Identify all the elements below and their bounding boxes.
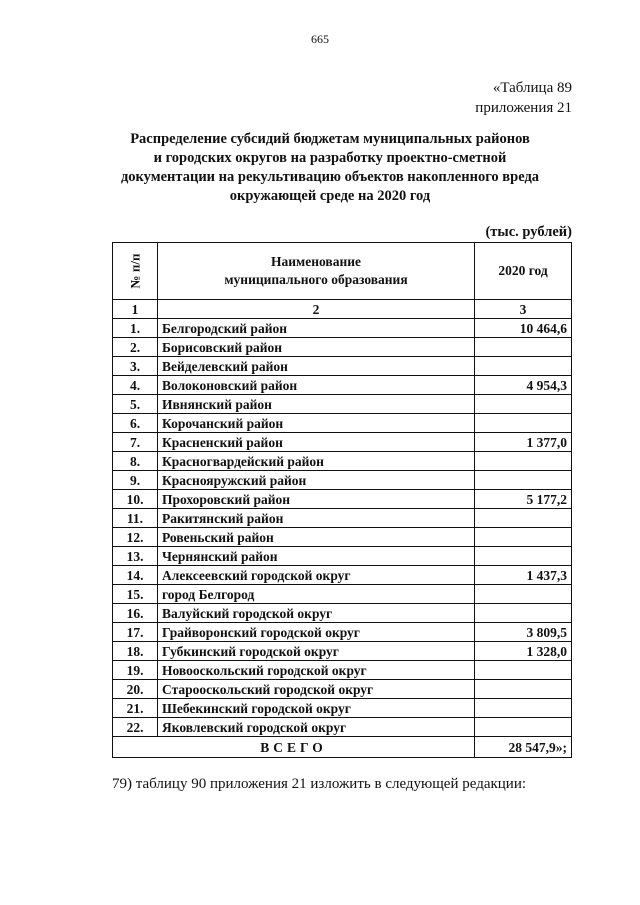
row-name-cell: Губкинский городской округ: [158, 642, 475, 661]
row-number-cell: 1.: [113, 319, 158, 338]
table-row: [113, 604, 572, 623]
row-name-cell: Новооскольский городской округ: [158, 661, 475, 680]
row-number-cell: 3.: [113, 357, 158, 376]
row-number-cell: 12.: [113, 528, 158, 547]
table-row: [113, 338, 572, 357]
row-name-cell: Ивнянский район: [158, 395, 475, 414]
row-name-cell: Грайворонский городской округ: [158, 623, 475, 642]
row-value-cell: 1 437,3: [475, 566, 572, 585]
row-name-cell: Краснояружский район: [158, 471, 475, 490]
table-row: [113, 718, 572, 737]
row-number-cell: 8.: [113, 452, 158, 471]
row-name-cell: Вейделевский район: [158, 357, 475, 376]
table-row: [113, 699, 572, 718]
row-number-cell: 16.: [113, 604, 158, 623]
row-number-cell: 22.: [113, 718, 158, 737]
row-value-cell: [475, 718, 572, 737]
table-row: [113, 661, 572, 680]
row-value-cell: 4 954,3: [475, 376, 572, 395]
row-number-cell: 5.: [113, 395, 158, 414]
row-number-cell: 21.: [113, 699, 158, 718]
row-name-cell: Корочанский район: [158, 414, 475, 433]
table-row: [113, 357, 572, 376]
title-line: Распределение субсидий бюджетам муниципальных районов: [130, 131, 530, 147]
table-row: [113, 490, 572, 509]
row-name-cell: Старооскольский городской округ: [158, 680, 475, 699]
table-row: [113, 414, 572, 433]
row-number-cell: 13.: [113, 547, 158, 566]
row-value-cell: 1 377,0: [475, 433, 572, 452]
header-name-cell: [158, 243, 475, 300]
row-name-cell: Красненский район: [158, 433, 475, 452]
row-value-cell: [475, 547, 572, 566]
row-value-cell: [475, 509, 572, 528]
row-value-cell: [475, 471, 572, 490]
row-name-cell: Яковлевский городской округ: [158, 718, 475, 737]
header-value-cell: 2020 год: [475, 243, 572, 300]
table-row: [113, 452, 572, 471]
row-value-cell: [475, 680, 572, 699]
row-name-cell: Валуйский городской округ: [158, 604, 475, 623]
header-num-cell: [113, 243, 158, 300]
row-name-cell: Чернянский район: [158, 547, 475, 566]
column-index-row: [113, 300, 572, 319]
table-row: [113, 585, 572, 604]
header-num-label: № п/п: [127, 253, 142, 289]
row-name-cell: Шебекинский городской округ: [158, 699, 475, 718]
row-value-cell: [475, 414, 572, 433]
row-name-cell: Волоконовский район: [158, 376, 475, 395]
title-line: документации на рекультивацию объектов накопленного вреда: [120, 169, 540, 185]
table-row: [113, 528, 572, 547]
row-value-cell: [475, 395, 572, 414]
table-row: [113, 547, 572, 566]
row-number-cell: 18.: [113, 642, 158, 661]
table-row: [113, 319, 572, 338]
row-value-cell: [475, 699, 572, 718]
table-header-row: [113, 243, 572, 300]
table-row: [113, 433, 572, 452]
table-row: [113, 376, 572, 395]
row-number-cell: 4.: [113, 376, 158, 395]
total-label: ВСЕГО: [113, 737, 475, 758]
column-index-cell: 3: [475, 300, 572, 319]
row-name-cell: Ракитянский район: [158, 509, 475, 528]
column-index-cell: 2: [158, 300, 475, 319]
row-number-cell: 20.: [113, 680, 158, 699]
row-name-cell: Белгородский район: [158, 319, 475, 338]
subsidy-table: [112, 242, 572, 758]
row-number-cell: 2.: [113, 338, 158, 357]
row-value-cell: 3 809,5: [475, 623, 572, 642]
table-row: [113, 471, 572, 490]
row-number-cell: 11.: [113, 509, 158, 528]
title-line: и городских округов на разработку проектно-сметной: [153, 150, 507, 166]
header-name-line-2: муниципального образования: [224, 272, 408, 287]
column-index-cell: 1: [113, 300, 158, 319]
row-value-cell: [475, 661, 572, 680]
units-label: (тыс. рублей): [485, 224, 572, 240]
row-name-cell: Алексеевский городской округ: [158, 566, 475, 585]
total-value: 28 547,9»;: [475, 737, 572, 758]
row-number-cell: 10.: [113, 490, 158, 509]
row-name-cell: город Белгород: [158, 585, 475, 604]
row-number-cell: 7.: [113, 433, 158, 452]
title-line: окружающей среде на 2020 год: [229, 188, 431, 204]
page-number: 665: [311, 32, 329, 46]
row-name-cell: Красногвардейский район: [158, 452, 475, 471]
table-row: [113, 680, 572, 699]
table-reference: [475, 78, 572, 118]
row-name-cell: Прохоровский район: [158, 490, 475, 509]
row-value-cell: 1 328,0: [475, 642, 572, 661]
total-row: [113, 737, 572, 758]
row-value-cell: [475, 357, 572, 376]
table-row: [113, 642, 572, 661]
table-reference-line-1: «Таблица 89: [492, 80, 572, 96]
row-number-cell: 9.: [113, 471, 158, 490]
row-number-cell: 6.: [113, 414, 158, 433]
row-number-cell: 17.: [113, 623, 158, 642]
row-number-cell: 19.: [113, 661, 158, 680]
row-value-cell: [475, 528, 572, 547]
table-row: [113, 566, 572, 585]
row-value-cell: [475, 585, 572, 604]
row-value-cell: [475, 338, 572, 357]
document-title: [100, 130, 560, 206]
table-reference-line-2: приложения 21: [475, 100, 572, 116]
row-value-cell: [475, 604, 572, 623]
row-value-cell: [475, 452, 572, 471]
footer-instruction: 79) таблицу 90 приложения 21 изложить в следующей редакции:: [112, 776, 527, 792]
table-row: [113, 395, 572, 414]
row-value-cell: 10 464,6: [475, 319, 572, 338]
row-number-cell: 15.: [113, 585, 158, 604]
row-name-cell: Ровеньский район: [158, 528, 475, 547]
header-name-line-1: Наименование: [271, 254, 361, 269]
row-value-cell: 5 177,2: [475, 490, 572, 509]
row-number-cell: 14.: [113, 566, 158, 585]
row-name-cell: Борисовский район: [158, 338, 475, 357]
table-row: [113, 623, 572, 642]
table-row: [113, 509, 572, 528]
